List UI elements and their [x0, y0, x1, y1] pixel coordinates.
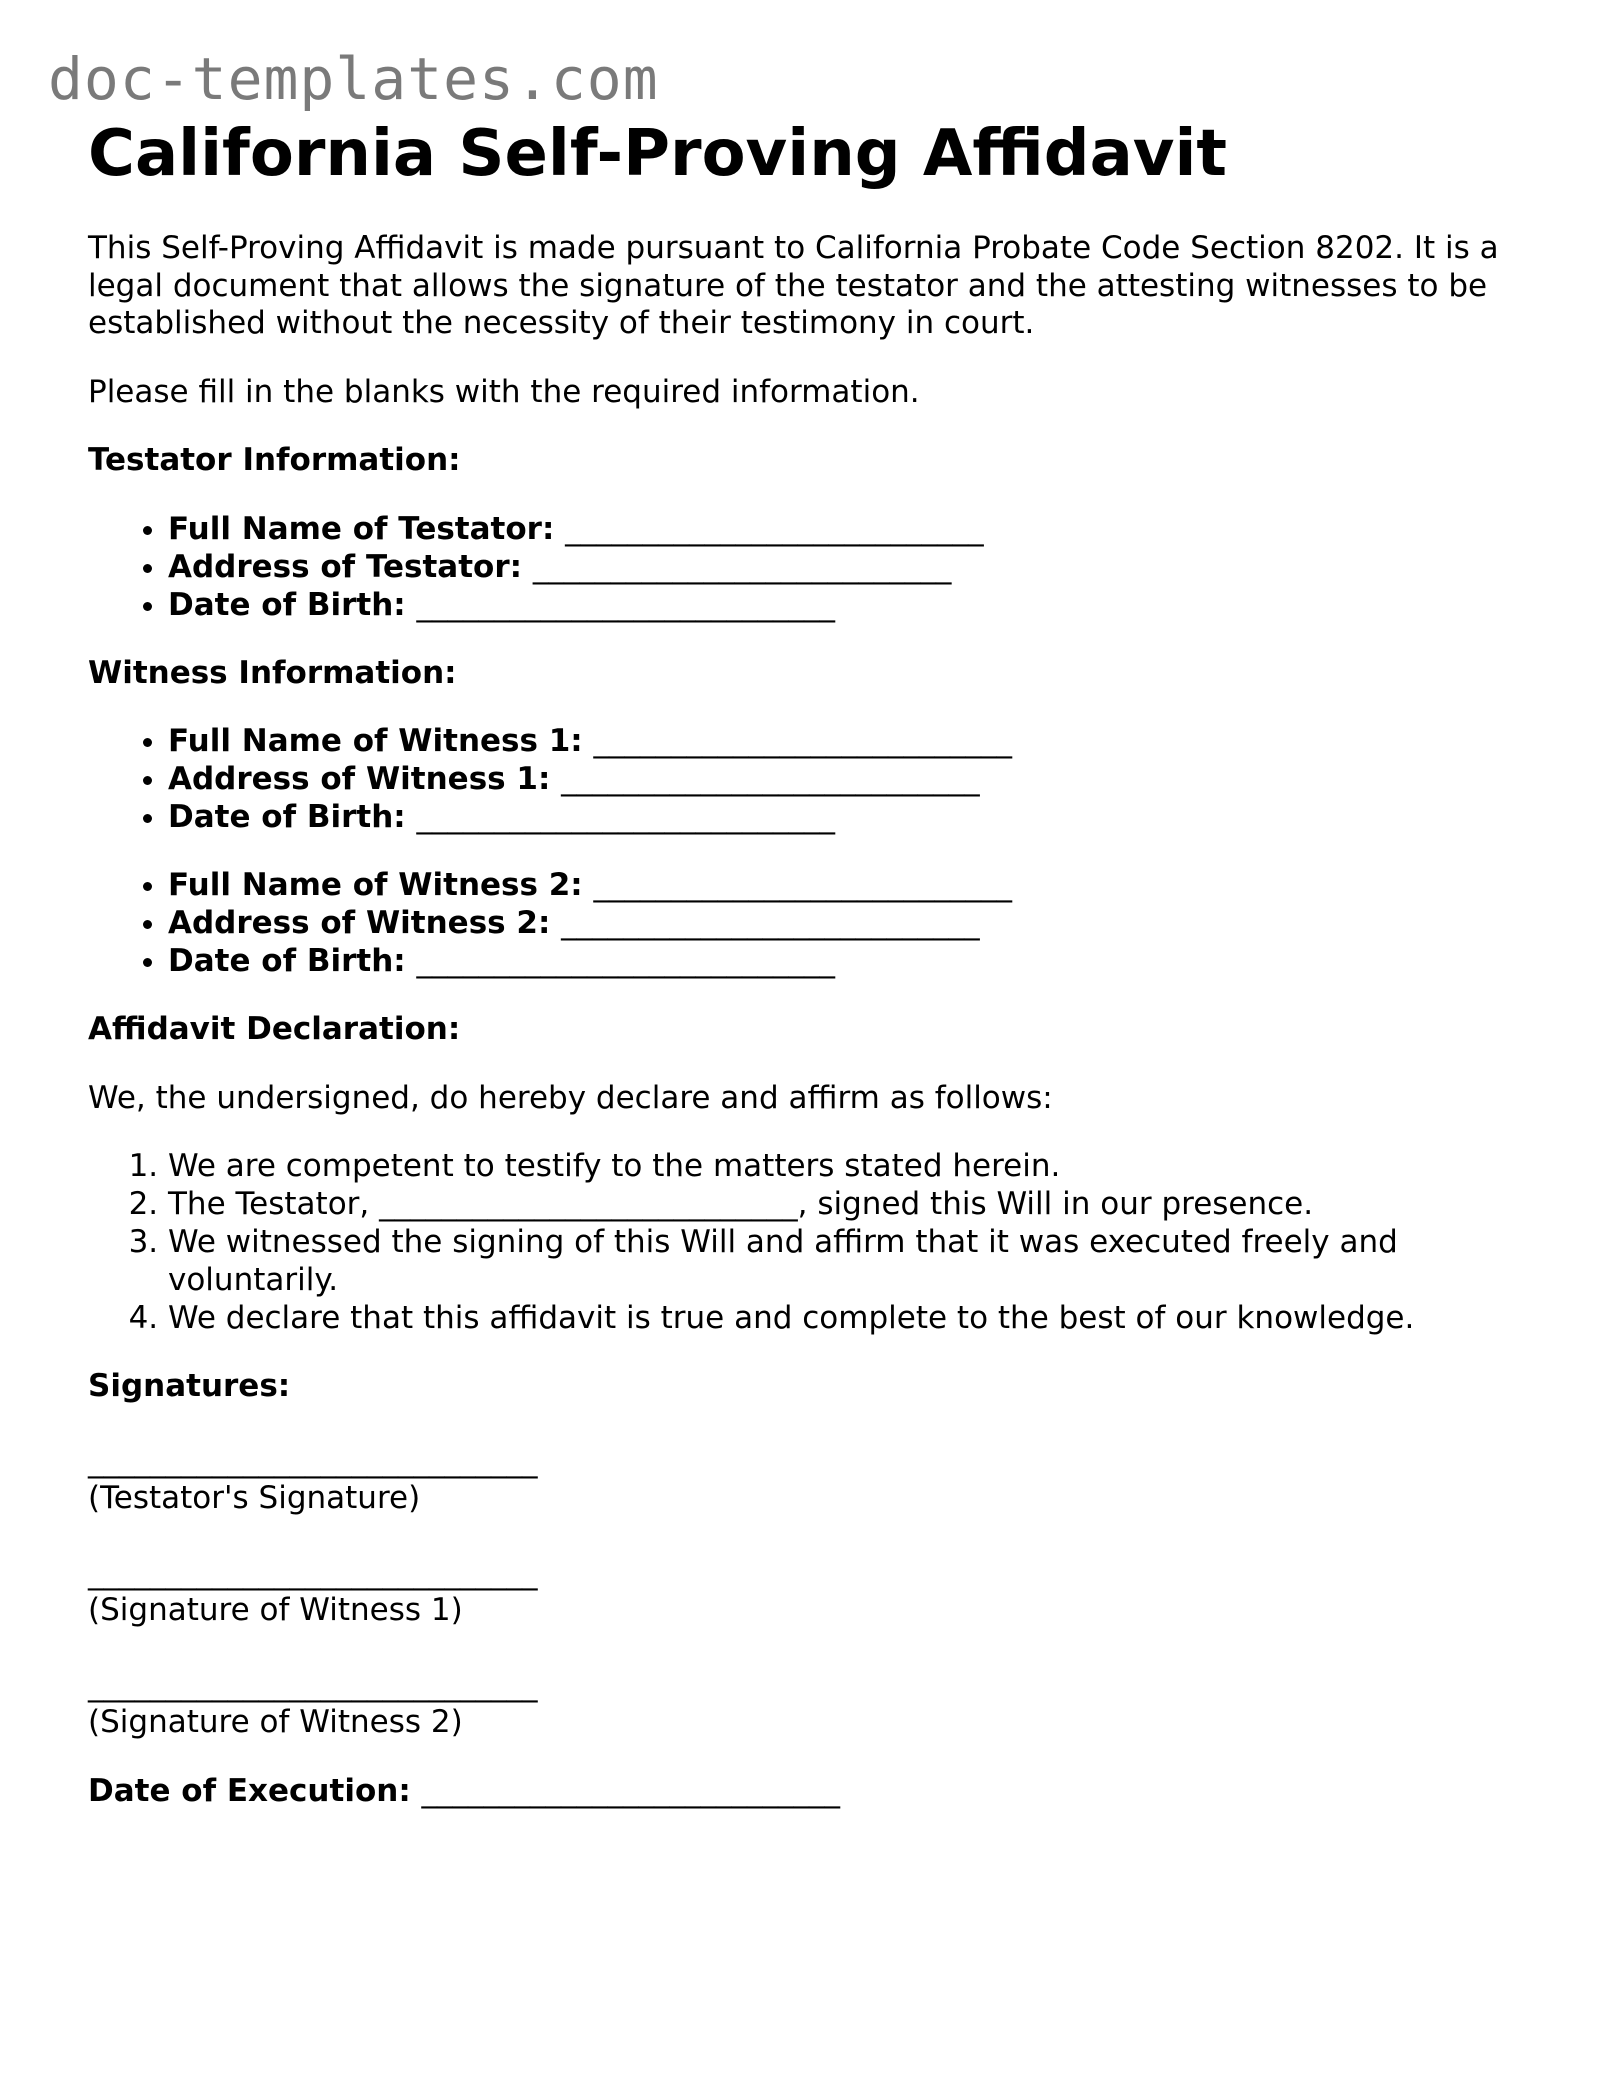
- list-item: [168, 866, 1528, 904]
- testator-fields-list: [88, 510, 1528, 624]
- fill-blank: ___________________________: [561, 905, 980, 941]
- witness1-signature-block: [88, 1555, 1528, 1630]
- list-item: [168, 798, 1528, 836]
- list-item: 4. We declare that this affidavit is true and complete to the best of our knowledge.: [168, 1299, 1528, 1337]
- field-label: Date of Birth:: [168, 799, 406, 835]
- execution-date-field: [88, 1773, 1528, 1811]
- list-item: [168, 548, 1528, 586]
- watermark: doc-templates.com: [48, 45, 659, 113]
- list-item: [168, 722, 1528, 760]
- field-label: Full Name of Testator:: [168, 510, 555, 547]
- list-item: [168, 586, 1528, 624]
- fill-blank: ___________________________: [565, 510, 984, 547]
- list-item: [168, 904, 1528, 942]
- witness1-fields-list: [88, 722, 1528, 836]
- list-item: [168, 760, 1528, 798]
- declaration-text: We, the undersigned, do hereby declare and affirm as follows:: [88, 1079, 1053, 1116]
- field-label: Address of Witness 2:: [168, 905, 551, 941]
- fill-blank: ___________________________: [421, 1772, 841, 1809]
- field-label: Date of Birth:: [168, 943, 406, 979]
- fill-blank: ___________________________: [379, 1186, 798, 1222]
- instructions-paragraph: Please fill in the blanks with the required information.: [88, 373, 920, 410]
- fill-blank: ___________________________: [416, 799, 835, 835]
- testator-signature-block: [88, 1443, 1528, 1518]
- field-label: Date of Birth:: [168, 586, 406, 623]
- fill-blank: ___________________________: [593, 723, 1012, 759]
- list-item: [168, 1185, 1528, 1223]
- list-item: 3. We witnessed the signing of this Will and affirm that it was executed freely and voluntarily.: [168, 1223, 1528, 1299]
- fill-blank: ___________________________: [593, 867, 1012, 903]
- field-label: Address of Testator:: [168, 548, 523, 585]
- signature-line: _____________________________: [88, 1442, 538, 1479]
- witness2-signature-block: [88, 1667, 1528, 1742]
- witness2-fields-list: [88, 866, 1528, 980]
- page-title: California Self-Proving Affidavit: [88, 117, 1227, 191]
- list-item: [168, 510, 1528, 548]
- signature-label: (Signature of Witness 2): [88, 1704, 463, 1740]
- field-label: Date of Execution:: [88, 1772, 411, 1809]
- signature-line: _____________________________: [88, 1666, 538, 1703]
- item-text: The Testator,: [168, 1186, 370, 1222]
- fill-blank: ___________________________: [416, 943, 835, 979]
- field-label: Address of Witness 1:: [168, 761, 551, 797]
- document-page: [88, 118, 1528, 1810]
- signature-label: (Signature of Witness 1): [88, 1592, 463, 1628]
- list-item: [168, 942, 1528, 980]
- signature-line: _____________________________: [88, 1554, 538, 1591]
- fill-blank: ___________________________: [561, 761, 980, 797]
- testator-section-heading: Testator Information:: [88, 442, 461, 478]
- item-text: , signed this Will in our presence.: [797, 1186, 1314, 1222]
- signature-label: (Testator's Signature): [88, 1480, 421, 1516]
- signatures-section-heading: Signatures:: [88, 1368, 291, 1404]
- declaration-section-heading: Affidavit Declaration:: [88, 1011, 461, 1047]
- intro-paragraph: This Self-Proving Affidavit is made pursuant to California Probate Code Section 8202. It is a legal document that allows the signature of the testator and the attesting witnesses to be established without the necessity of their testimony in court.: [88, 230, 1499, 341]
- fill-blank: ___________________________: [532, 548, 952, 585]
- list-item: 1. We are competent to testify to the matters stated herein.: [168, 1147, 1528, 1185]
- declaration-list: [88, 1147, 1528, 1337]
- fill-blank: ___________________________: [416, 586, 835, 623]
- field-label: Full Name of Witness 2:: [168, 867, 583, 903]
- field-label: Full Name of Witness 1:: [168, 723, 583, 759]
- witness-section-heading: Witness Information:: [88, 654, 457, 691]
